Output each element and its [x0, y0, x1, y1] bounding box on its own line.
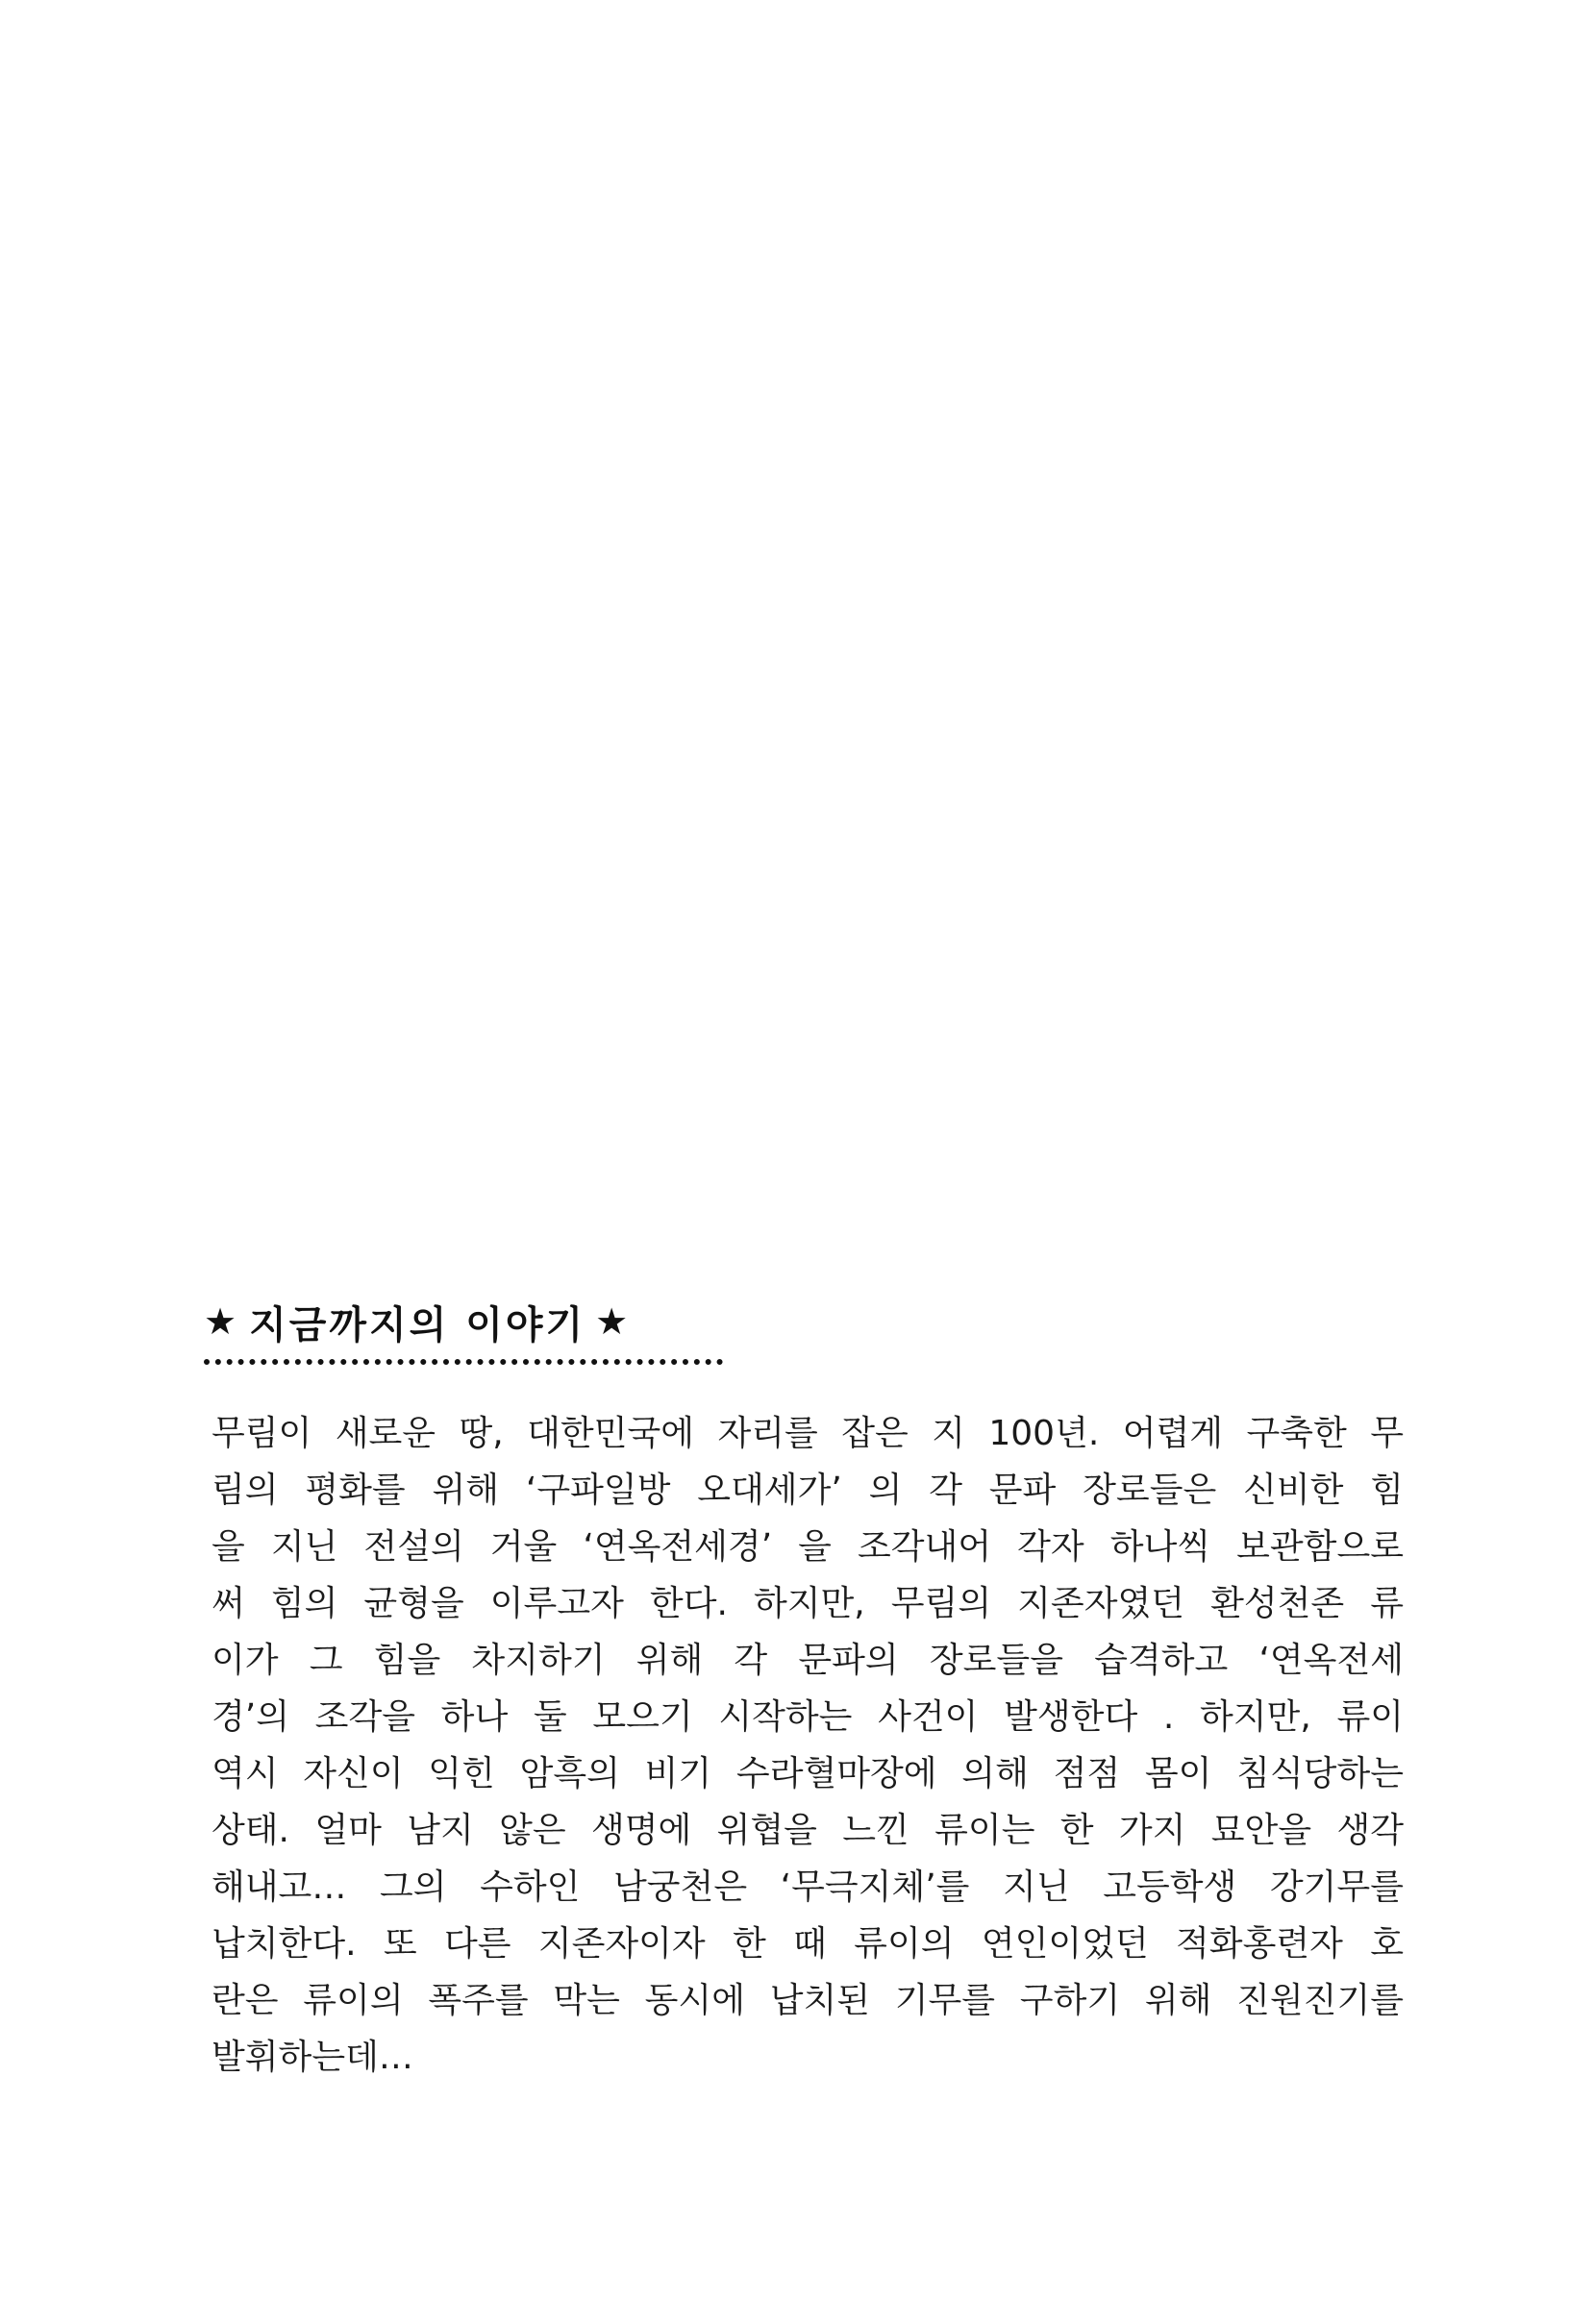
- story-summary: [212, 1405, 1404, 2086]
- story-line: 이가 그 힘을 차지하기 위해 각 문파의 장로들을 습격하고 ‘연옥전세: [212, 1641, 1404, 1680]
- story-line: 상태. 얼마 남지 않은 생명에 위협을 느낀 류이는 한 가지 묘안을 생각: [212, 1811, 1404, 1850]
- story-line: 무림이 새로운 땅, 대한민국에 자리를 잡은 지 100년. 어렵게 구축한 무: [212, 1414, 1404, 1453]
- story-line: 해내고… 그의 수하인 남궁천은 ‘무극지체’를 지닌 고등학생 강기무를: [212, 1867, 1404, 1907]
- story-line: 발휘하는데…: [212, 2038, 413, 2077]
- story-heading: [204, 1288, 742, 1355]
- story-line: 써 힘의 균형을 이루고자 한다. 하지만, 무림의 지존자였던 환성천존 류: [212, 1584, 1404, 1623]
- story-line: 납치한다. 또 다른 지존자이자 한 때 류이의 연인이었던 적화홍련자 호: [212, 1924, 1404, 1964]
- star-icon: ★: [595, 1300, 632, 1343]
- story-line: 란은 류이의 폭주를 막는 동시에 납치된 기무를 구하기 위해 진원진기를: [212, 1981, 1404, 2020]
- story-line: 을 지닌 전설의 거울 ‘연옥전세경’ 을 조각내어 각자 하나씩 보관함으로: [212, 1527, 1404, 1567]
- story-line: 림의 평화를 위해 ‘구파일방 오대세가’ 의 각 문파 장로들은 신비한 힘: [212, 1471, 1404, 1510]
- story-heading-title: 지금까지의 이야기: [249, 1302, 586, 1347]
- dotted-divider: [204, 1359, 723, 1365]
- star-icon: ★: [204, 1300, 240, 1343]
- story-line: 경’의 조각을 하나 둘 모으기 시작하는 사건이 발생한다 . 하지만, 류이: [212, 1697, 1404, 1737]
- story-line: 역시 자신이 익힌 암흑의 비기 수라혈마장에 의해 점점 몸이 침식당하는: [212, 1754, 1404, 1793]
- story-heading-block: [204, 1288, 742, 1365]
